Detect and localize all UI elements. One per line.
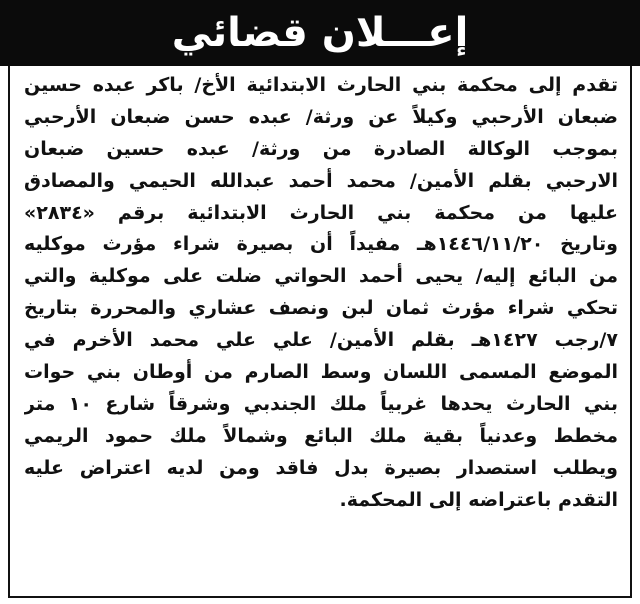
notice-line: الموضع المسمى اللسان وسط الصارم من أوطان بني حوات [24, 361, 618, 384]
notice-line: ٧/رجب ١٤٢٧هـ بقلم الأمين/ علي علي محمد الأخرم في [24, 329, 618, 352]
notice-line: مخطط وعدنياً بقية ملك البائع وشمالاً ملك حمود الريمي [24, 424, 618, 447]
notice-header [0, 0, 640, 66]
notice-line: تقدم إلى محكمة بني الحارث الابتدائية الأخ/ باكر عبده حسين [24, 74, 618, 96]
notice-line: بني الحارث يحدها غربياً ملك الجندبي وشرقاً شارع ١٠ متر [24, 392, 618, 415]
notice-line: تحكي شراء مؤرث ثمان لبن ونصف عشاري والمحررة بتاريخ [24, 297, 618, 320]
notice-title: إعـــلان قضائي [171, 10, 469, 56]
notice-line: ضبعان الأرحبي وكيلاً عن ورثة/ عبده حسن ضبعان الأرحبي [24, 105, 618, 128]
notice-line-last: التقدم باعتراضه إلى المحكمة. [339, 488, 618, 511]
notice-line: ويطلب استصدار بصيرة بدل فاقد ومن لديه اعتراض عليه [24, 456, 618, 479]
notice-line: وتاريخ ١٤٤٦/١١/٢٠هـ مفيداً أن بصيرة شراء مؤرث موكليه [24, 233, 618, 256]
notice-line: الارحبي بقلم الأمين/ محمد أحمد عبدالله الحيمي والمصادق [24, 169, 618, 192]
notice-body [24, 70, 618, 516]
notice-line: عليها من محكمة بني الحارث الابتدائية برقم «٢٨٣٤» [24, 201, 618, 224]
notice-line: من البائع إليه/ يحيى أحمد الحواتي ضلت على موكلية والتي [24, 265, 618, 288]
notice-line: بموجب الوكالة الصادرة من ورثة/ عبده حسين ضبعان [24, 137, 618, 160]
